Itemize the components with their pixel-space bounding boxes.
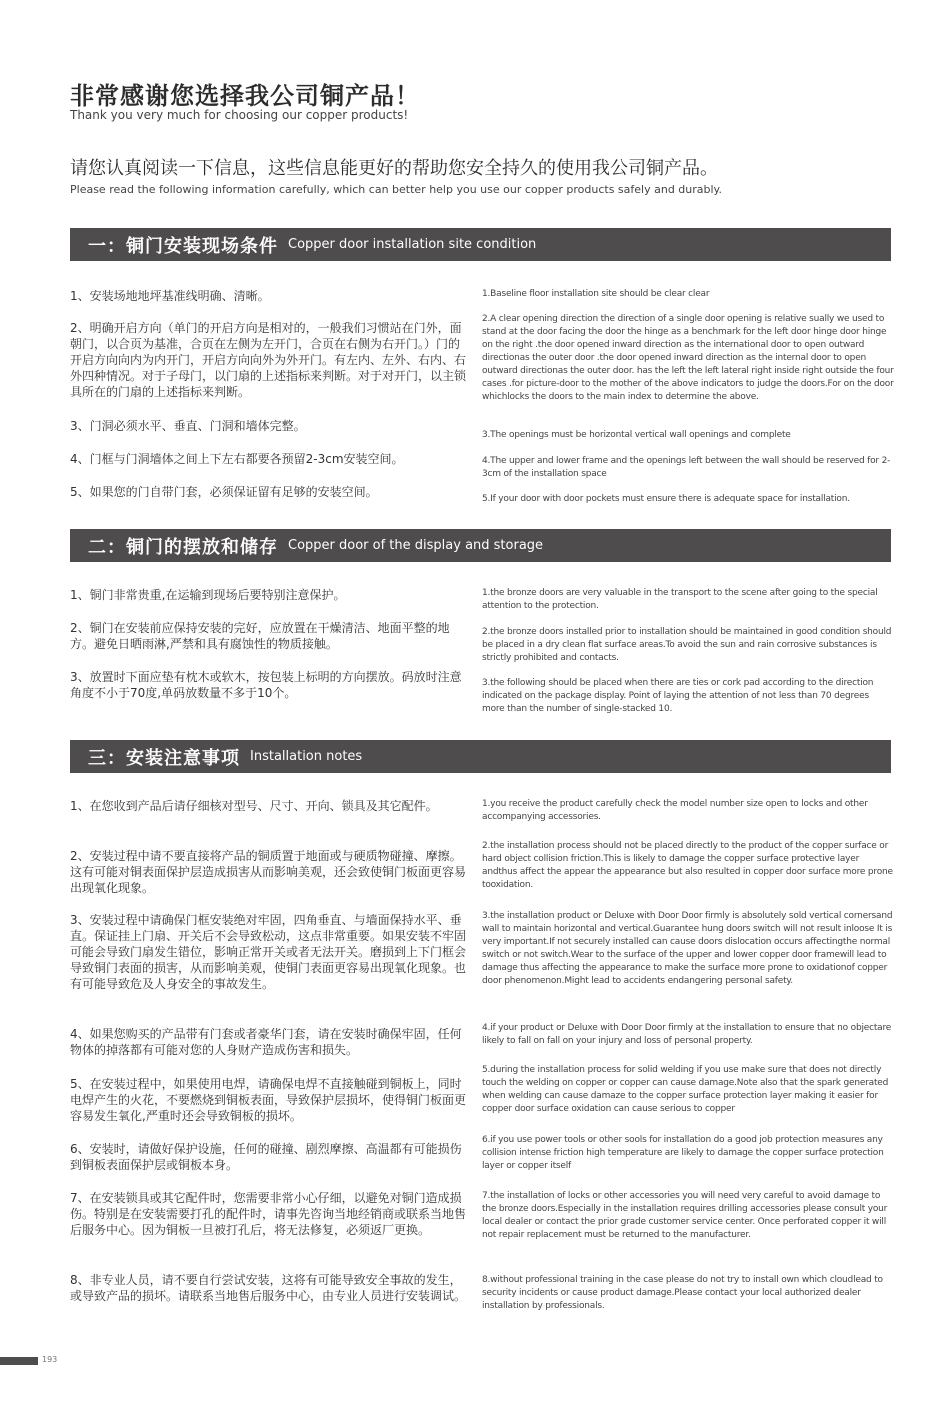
section-1-title: 一：铜门安装现场条件: [88, 235, 278, 257]
section-2-title-english: Copper door of the display and storage: [288, 538, 544, 553]
section-1-cn-item-3: 3、门洞必须水平、垂直、门洞和墙体完整。: [70, 419, 306, 433]
section-3-cn-item-7: 7、在安装锁具或其它配件时，您需要非常小心仔细，以避免对铜门造成损伤。特别是在安装需要打孔的配件时，请事先咨询当地经销商或联系当地售后服务中心。因为铜板一旦被打孔后，将无法修复，必须返厂更换。: [70, 1191, 467, 1237]
section-3-cn-item-4: 4、如果您购买的产品带有门套或者豪华门套，请在安装时确保牢固，任何物体的掉落都有可能对您的人身财产造成伤害和损失。: [70, 1027, 462, 1057]
section-3-cn-item-8: 8、非专业人员，请不要自行尝试安装，这将有可能导致安全事故的发生，或导致产品的损坏。请联系当地售后服务中心，由专业人员进行安装调试。: [70, 1273, 467, 1303]
section-3-cn-item-2: 2、安装过程中请不要直接将产品的铜质置于地面或与硬质物碰撞、摩擦。这有可能对铜表面保护层造成损害从而影响美观，还会致使铜门板面更容易出现氧化现象。: [70, 849, 467, 895]
section-2-cn-item-3: 3、放置时下面应垫有枕木或软木，按包装上标明的方向摆放。码放时注意角度不小于70度,单码放数量不多于10个。: [70, 670, 462, 700]
section-2-header: [70, 529, 891, 562]
section-3-cn-item-3: 3、安装过程中请确保门框安装绝对牢固，四角垂直、与墙面保持水平、垂直。保证挂上门扇、开关后不会导致松动，这点非常重要。如果安装不牢固可能会导致门扇发生错位，影响正常开关或者无法开关。磨损到上下门框会导致铜门表面的损害，从而影响美观，使铜门表面更容易出现氧化现象。也有可能导致危及人身安全的事故发生。: [70, 913, 467, 991]
section-3-header: [70, 740, 891, 773]
section-3-en-item-8: 8.without professional training in the case please do not try to install own which cloudlead to security incidents or cause product damage.Please contact your local authorized dealer installation by professionals.: [482, 1275, 883, 1311]
section-2-en-item-2: 2.the bronze doors installed prior to installation should be maintained in good condition should be placed in a dry clean flat surface areas.To avoid the sun and rain corrosive substances is strictly prohibited and contacts.: [482, 627, 892, 663]
page-subtitle-english: Please read the following information carefully, which can better help you use our copper products safely and durably.: [70, 183, 722, 196]
section-1-en-item-1: 1.Baseline floor installation site should be clear clear: [482, 289, 710, 299]
section-1-header: [70, 228, 891, 261]
section-2-cn-item-1: 1、铜门非常贵重,在运输到现场后要特别注意保护。: [70, 588, 346, 602]
section-2-cn-item-2: 2、铜门在安装前应保持安装的完好，应放置在干燥清洁、地面平整的地方。避免日晒雨淋,严禁和具有腐蚀性的物质接触。: [70, 621, 450, 651]
section-1-cn-item-5: 5、如果您的门自带门套，必须保证留有足够的安装空间。: [70, 485, 378, 499]
section-1-en-item-5: 5.If your door with door pockets must ensure there is adequate space for installation.: [482, 494, 850, 504]
page-title: 非常感谢您选择我公司铜产品！: [70, 82, 420, 110]
page-subtitle: 请您认真阅读一下信息，这些信息能更好的帮助您安全持久的使用我公司铜产品。: [70, 158, 718, 179]
section-3-title-english: Installation notes: [250, 749, 363, 764]
section-2-en-item-1: 1.the bronze doors are very valuable in the transport to the scene after going to the special attention to the protection.: [482, 588, 878, 611]
section-1-cn-item-4: 4、门框与门洞墙体之间上下左右都要各预留2-3cm安装空间。: [70, 452, 404, 466]
section-3-title: 三：安装注意事项: [88, 747, 240, 769]
section-3-en-item-5: 5.during the installation process for solid welding if you use make sure that does not directly touch the welding on copper or copper can cause damage.Note also that the spark generated when welding can cause damaze to the copper surface protection layer making it easier for copper door surface oxidation can cause serious to copper: [482, 1065, 889, 1114]
section-3-en-item-7: 7.the installation of locks or other accessories you will need very careful to avoid damage to the bronze doors.Especially in the installation requires drilling accessories please consult your local dealer or contact the prior grade customer service center. Once perforated copper it will not repair replacement must be returned to the manufacturer.: [482, 1191, 888, 1240]
page-number-bar: [0, 1357, 38, 1365]
section-3-en-item-4: 4.if your product or Deluxe with Door Door firmly at the installation to ensure that no objectare likely to fall on fall on your injury and loss of personal property.: [482, 1023, 892, 1046]
section-3-en-item-1: 1.you receive the product carefully check the model number size open to locks and other accompanying accessories.: [482, 799, 868, 822]
section-2-en-item-3: 3.the following should be placed when there are ties or cork pad according to the direction indicated on the package display. Point of laying the attention of not less than 70 degrees more than the number of single-stacked 10.: [482, 678, 874, 714]
section-2-title: 二：铜门的摆放和储存: [88, 536, 278, 558]
page-number: 193: [42, 1355, 58, 1364]
section-3-en-item-3: 3.the installation product or Deluxe with Door Door firmly is absolutely sold vertical cornersand wall to maintain horizontal and vertical.Guarantee hung doors switch will not result inloose It is very important.If not securely installed can cause doors dislocation occurs affectingthe normal switch or not switch.Wear to the surface of the upper and lower copper door framewill lead to damage thus affecting the appearance to make the surface more prone to oxidationof copper door phenomenon.Might lead to accidents endangering personal safety.: [482, 911, 893, 986]
section-3-cn-item-5: 5、在安装过程中，如果使用电焊，请确保电焊不直接触碰到铜板上，同时电焊产生的火花，不要燃烧到铜板表面，导致保护层损坏，使得铜门板面更容易发生氧化,严重时还会导致铜板的损坏。: [70, 1077, 467, 1123]
section-1-cn-item-1: 1、安装场地地坪基准线明确、清晰。: [70, 289, 270, 303]
section-1-title-english: Copper door installation site condition: [288, 237, 537, 252]
section-1-en-item-4: 4.The upper and lower frame and the openings left between the wall should be reserved for 2-3cm of the installation space: [482, 456, 891, 479]
page-title-english: Thank you very much for choosing our copper products!: [70, 108, 409, 122]
section-3-cn-item-1: 1、在您收到产品后请仔细核对型号、尺寸、开向、锁具及其它配件。: [70, 799, 438, 813]
section-1-cn-item-2: 2、明确开启方向（单门的开启方向是相对的，一般我们习惯站在门外，面朝门，以合页为基准，合页在左侧为左开门，合页在右侧为右开门。）门的开启方向向内为内开门，开启方向向外为外开门。有左内、左外、右内、右外四种情况。对于子母门，以门扇的上述指标来判断。对于对开门，以主锁具所在的门扇的上述指标来判断。: [70, 321, 467, 399]
section-1-en-item-3: 3.The openings must be horizontal vertical wall openings and complete: [482, 430, 791, 440]
section-3-cn-item-6: 6、安装时，请做好保护设施，任何的碰撞、剧烈摩擦、高温都有可能损伤到铜板表面保护层或铜板本身。: [70, 1142, 462, 1172]
section-1-en-item-2: 2.A clear opening direction the direction of a single door opening is relative sually we used to stand at the door facing the door the hinge as a benchmark for the left door hinge door hinge on the right .the door opened inward direction as the international door to open outward directionas the outer door .the door opened inward direction as the internal door to open outward directionas the outer door. has the left the left lateral right inside right outside the four cases .for picture-door to the mother of the above indicators to judge the doors.For on the door whichlocks the doors to the main index to determine the above.: [482, 314, 894, 402]
section-3-en-item-6: 6.if you use power tools or other sools for installation do a good job protection measures any collision intense friction high temperature are likely to damage the copper surface protection layer or copper itself: [482, 1135, 884, 1171]
section-3-en-item-2: 2.the installation process should not be placed directly to the product of the copper surface or hard object collision friction.This is likely to damage the copper surface protective layer andthus affect the appear the appearance but also resulted in copper door surface more prone tooxidation.: [482, 841, 893, 890]
